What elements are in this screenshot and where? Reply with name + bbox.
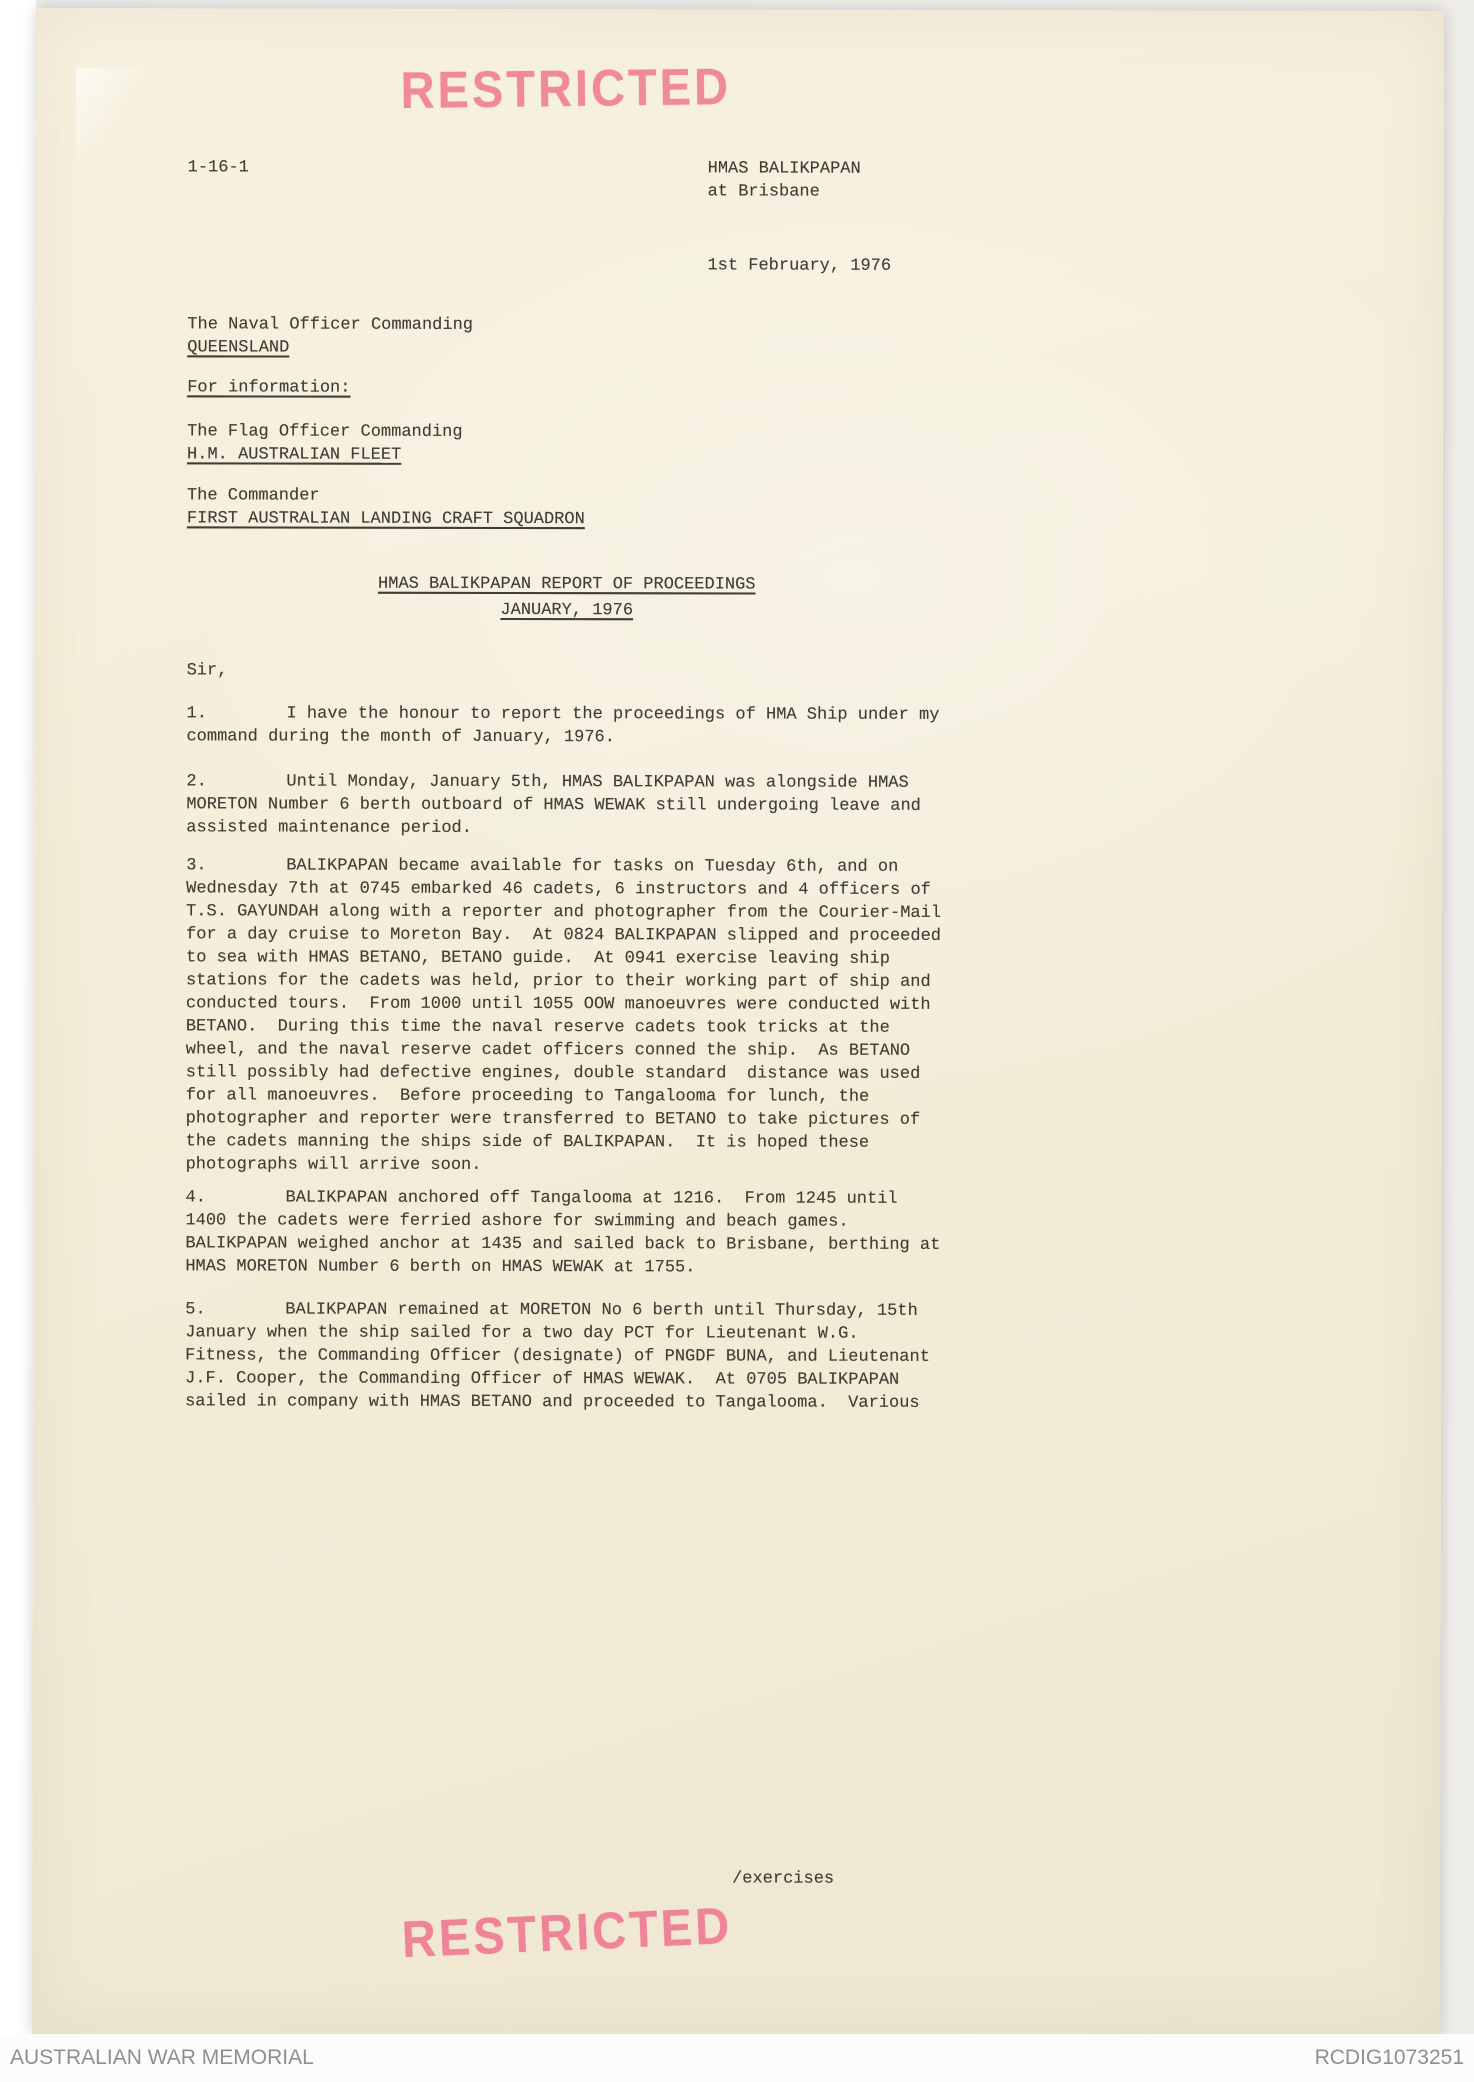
file-reference-number: 1-16-1	[187, 158, 249, 178]
salutation: Sir,	[186, 661, 228, 681]
paragraph-text: BALIKPAPAN became available for tasks on Tuesday 6th, and on Wednesday 7th at 0745 embarked 46 cadets, 6 instructors and 4 officers of T.S. GAYUNDAH along with a reporter and photographer from the Courier-Mail for a day cruise to Moreton Bay. At 0824 BALIKPAPAN slipped and proceeded to sea with HMAS BETANO, BETANO guide. At 0941 exercise leaving ship stations for the cadets was held, prior to their working part of ship and conducted tours. From 1000 until 1055 OOW manoeuvres were conducted with BETANO. During this time the naval reserve cadets took tricks at the wheel, and the naval reserve cadet officers conned the ship. As BETANO still possibly had defective engines, double standard distance was used for all manoeuvres. Before proceeding to Tangalooma for lunch, the photographer and reporter were transferred to BETANO to take pictures of the cadets manning the ships side of BALIKPAPAN. It is hoped these photographs will arrive soon.	[185, 856, 952, 1175]
addressee-info-1	[187, 420, 463, 467]
paragraph-number: 1.	[186, 704, 207, 724]
archive-footer	[0, 2034, 1474, 2082]
addressee-info-2-line2: FIRST AUSTRALIAN LANDING CRAFT SQUADRON	[186, 509, 585, 530]
originator-ship: HMAS BALIKPAPAN	[707, 159, 861, 179]
continuation-marker: /exercises	[732, 1869, 835, 1889]
paragraph-number: 5.	[185, 1300, 206, 1320]
archive-institution: AUSTRALIAN WAR MEMORIAL	[10, 2046, 314, 2069]
document-date: 1st February, 1976	[707, 256, 892, 276]
paragraph-1	[186, 702, 948, 750]
addressee-primary	[187, 313, 473, 360]
for-information-heading: For information:	[187, 378, 351, 398]
paragraph-text: BALIKPAPAN remained at MORETON No 6 berth until Thursday, 15th January when the ship sailed for a two day PCT for Lieutenant W.G. Fitness, the Commanding Officer (designate) of PNGDF BUNA, and Lieutenant J.F. Cooper, the Commanding Officer of HMAS WEWAK. At 0705 BALIKPAPAN sailed in company with HMAS BETANO and proceeded to Tangalooma. Various	[185, 1300, 941, 1413]
paragraph-number: 2.	[186, 772, 207, 792]
paragraph-text: Until Monday, January 5th, HMAS BALIKPAPAN was alongside HMAS MORETON Number 6 berth outboard of HMAS WEWAK still undergoing leave and assisted maintenance period.	[186, 772, 932, 838]
restricted-stamp-bottom: RESTRICTED	[400, 1895, 734, 1969]
paragraph-4	[185, 1186, 951, 1280]
addressee-primary-line1: The Naval Officer Commanding	[187, 315, 474, 335]
document-scan	[32, 8, 1444, 2037]
paragraph-text: BALIKPAPAN anchored off Tangalooma at 1216. From 1245 until 1400 the cadets were ferried ashore for swimming and beach games. BALIKPAPAN weighed anchor at 1435 and sailed back to Brisbane, berthing at HMAS MORETON Number 6 berth on HMAS WEWAK at 1755.	[185, 1188, 951, 1278]
report-title-line1: HMAS BALIKPAPAN REPORT OF PROCEEDINGS	[378, 574, 756, 595]
paragraph-number: 4.	[185, 1188, 206, 1208]
addressee-primary-line2: QUEENSLAND	[187, 338, 290, 358]
addressee-info-2	[187, 484, 585, 531]
paragraph-number: 3.	[186, 856, 207, 876]
report-title	[187, 571, 947, 625]
archive-id: RCDIG1073251	[1314, 2046, 1464, 2069]
paragraph-2	[186, 770, 948, 841]
scanner-edge-strip	[0, 0, 36, 2082]
originator-location: at Brisbane	[707, 182, 820, 202]
report-title-line2: JANUARY, 1976	[500, 600, 634, 621]
originator-block	[708, 157, 861, 203]
addressee-info-1-line1: The Flag Officer Commanding	[187, 422, 463, 442]
addressee-info-2-line1: The Commander	[186, 486, 320, 506]
restricted-stamp-top: RESTRICTED	[400, 57, 732, 120]
paper-tear	[76, 68, 146, 158]
paragraph-5	[185, 1298, 947, 1415]
addressee-info-1-line2: H.M. AUSTRALIAN FLEET	[187, 445, 402, 465]
paragraph-3	[185, 854, 952, 1178]
paragraph-text: I have the honour to report the proceedings of HMA Ship under my command during the month of January, 1976.	[186, 704, 950, 748]
